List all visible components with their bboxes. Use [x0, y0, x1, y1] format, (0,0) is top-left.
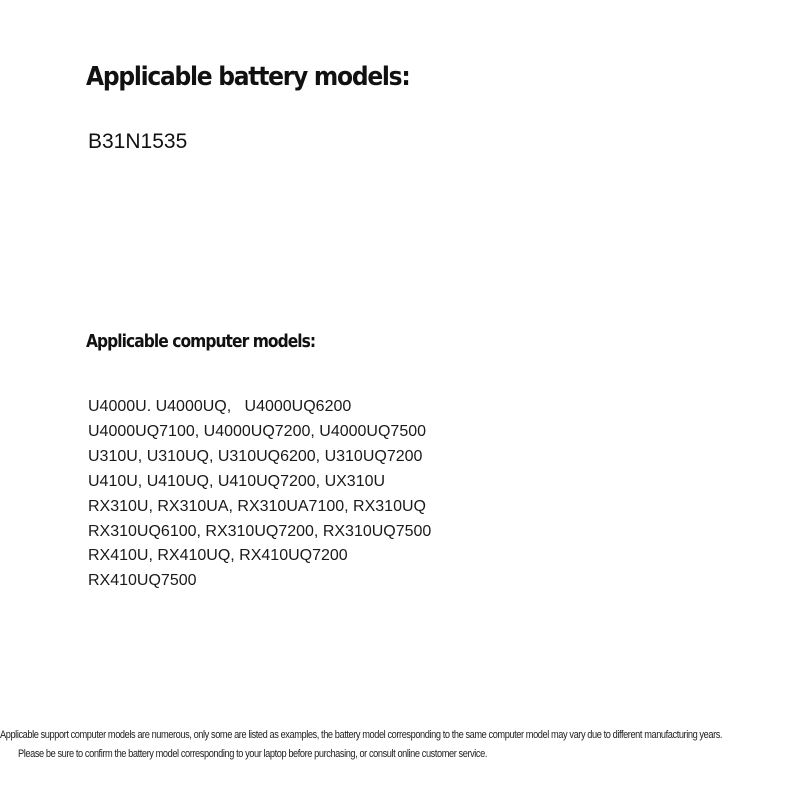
disclaimer-line-1: Applicable support computer models are numerous, only some are listed as examples, the battery model corresponding to the same computer model may vary due to different manufacturing years.	[0, 729, 723, 741]
computer-model-line: RX310UQ6100, RX310UQ7200, RX310UQ7500	[88, 522, 432, 540]
computer-model-list	[88, 395, 431, 594]
battery-model-number: B31N1535	[88, 130, 188, 153]
computer-model-line: RX410UQ7500	[88, 572, 197, 590]
computer-model-line: U4000UQ7100, U4000UQ7200, U4000UQ7500	[88, 422, 427, 440]
battery-models-heading: Applicable battery models:	[86, 62, 410, 92]
computer-model-line: U410U, U410UQ, U410UQ7200, UX310U	[88, 472, 386, 490]
computer-model-line: U310U, U310UQ, U310UQ6200, U310UQ7200	[88, 447, 423, 465]
disclaimer-note	[0, 726, 800, 764]
disclaimer-line-2: Please be sure to confirm the battery model corresponding to your laptop before purchasing, or consult online customer service.	[18, 748, 488, 760]
computer-model-line: RX310U, RX310UA, RX310UA7100, RX310UQ	[88, 497, 426, 515]
computer-model-line: U4000U. U4000UQ, U4000UQ6200	[88, 398, 352, 415]
computer-models-heading: Applicable computer models:	[86, 331, 316, 352]
computer-model-line: RX410U, RX410UQ, RX410UQ7200	[88, 547, 348, 565]
